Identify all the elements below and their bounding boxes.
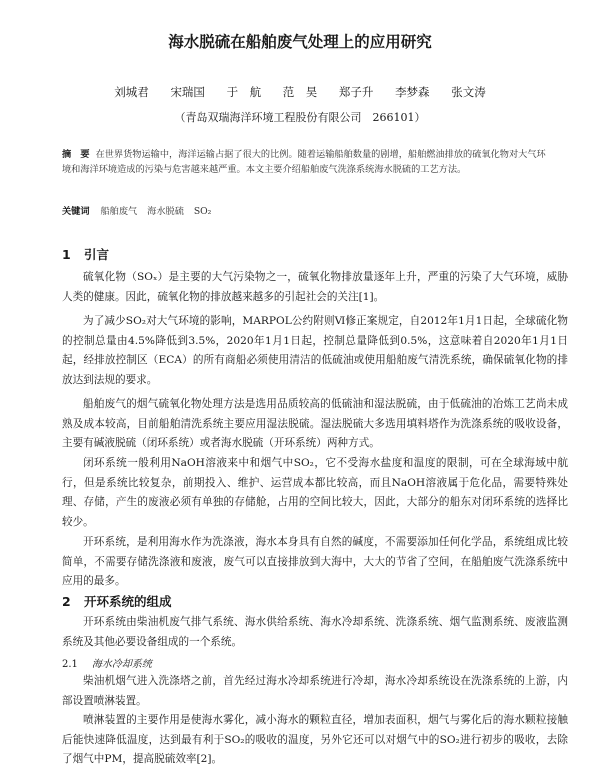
paragraph: 为了减少SO₂对大气环境的影响，MARPOL公约附则Ⅵ修正案规定，自2012年1月1日起，全球硫化物的控制总量由4.5%降低到3.5%，2020年1月1日起，控制总量降低到0.5%，这意味着自2020年1月1日起，经排放控制区（ECA）的所有商船必须使用清洁的低硫油或使用船舶废气清洗系统，确保硫氧化物的排放达到法规的要求。 [62, 315, 568, 386]
keywords [62, 203, 218, 217]
keyword: 船舶废气 [100, 206, 138, 217]
section-heading [62, 592, 172, 610]
affiliation: （青岛双瑞海洋环境工程股份有限公司 266101） [174, 111, 426, 124]
author-name: 宋瑞国 [170, 85, 205, 99]
author-list [0, 84, 600, 100]
section-number: 2 [62, 594, 71, 609]
subsection-title: 海水冷却系统 [91, 659, 152, 670]
paragraph: 柴油机烟气进入洗涤塔之前，首先经过海水冷却系统进行冷却，海水冷却系统设在洗涤系统的上游，内部设置喷淋装置。 [62, 675, 568, 707]
abstract [62, 148, 546, 177]
author-name: 于 航 [226, 85, 262, 99]
author-name: 刘城君 [114, 85, 149, 99]
author-name: 范 昊 [282, 85, 318, 99]
paragraph: 喷淋装置的主要作用是使海水雾化，减小海水的颗粒直径，增加表面积，烟气与雾化后的海水颗粒接触后能快速降低温度，达到最有利于SO₂的吸收的温度，另外它还可以对烟气中的SO₂进行初步的吸收，去除了烟气中PM，提高脱硫效率[2]。 [62, 714, 568, 766]
section-heading [62, 245, 109, 263]
paragraph: 开环系统，是利用海水作为洗涤液，海水本身具有自然的碱度，不需要添加任何化学品，系统组成比较简单，不需要存储洗涤液和废液，废气可以直接排放到大海中，大大的节省了空间，在船舶废气洗涤系统中应用的最多。 [62, 536, 568, 588]
subsection-number: 2.1 [62, 659, 78, 670]
section-title: 引言 [84, 247, 110, 262]
section-number: 1 [62, 247, 71, 262]
keyword: 海水脱硫 [147, 206, 184, 217]
keyword: SO₂ [193, 206, 212, 217]
author-name: 李梦森 [395, 85, 430, 99]
abstract-text: 在世界货物运输中，海洋运输占据了很大的比例。随着运输船舶数量的剧增，船舶燃油排放的硫氧化物对大气环境和海洋环境造成的污染与危害越来越严重。本文主要介绍船舶废气洗涤系统海水脱硫的工艺方法。 [62, 149, 546, 175]
abstract-label: 摘 要 [62, 149, 90, 160]
keywords-label: 关键词 [62, 206, 90, 217]
paper-title: 海水脱硫在船舶废气处理上的应用研究 [168, 33, 432, 51]
paragraph: 船舶废气的烟气硫氧化物处理方法是选用品质较高的低硫油和湿法脱硫，由于低硫油的冶炼工艺尚未成熟及成本较高，目前船舶清洗系统主要应用湿法脱硫。湿法脱硫大多选用填料塔作为洗涤系统的吸收设备，主要有碱液脱硫（闭环系统）或者海水脱硫（开环系统）两种方式。 [62, 398, 568, 450]
paragraph: 硫氧化物（SOₓ）是主要的大气污染物之一，硫氧化物排放量逐年上升，严重的污染了大气环境，威胁人类的健康。因此，硫氧化物的排放越来越多的引起社会的关注[1]。 [62, 271, 568, 303]
paragraph: 开环系统由柴油机废气排气系统、海水供给系统、海水冷却系统、洗涤系统、烟气监测系统、废液监测系统及其他必要设备组成的一个系统。 [62, 616, 568, 648]
paragraph: 闭环系统一般利用NaOH溶液来中和烟气中SO₂，它不受海水盐度和温度的限制，可在全球海域中航行，但是系统比较复杂，前期投入、维护、运营成本都比较高，而且NaOH溶液属于危化品，需要特殊处理、存储，产生的废液必须有单独的存储舱，占用的空间比较大，因此，大部分的船东对闭环系统的选择比较少。 [62, 457, 568, 528]
subsection-heading [62, 655, 152, 670]
section-title: 开环系统的组成 [84, 594, 172, 609]
author-name: 郑子升 [338, 85, 374, 99]
author-name: 张文涛 [451, 85, 486, 99]
